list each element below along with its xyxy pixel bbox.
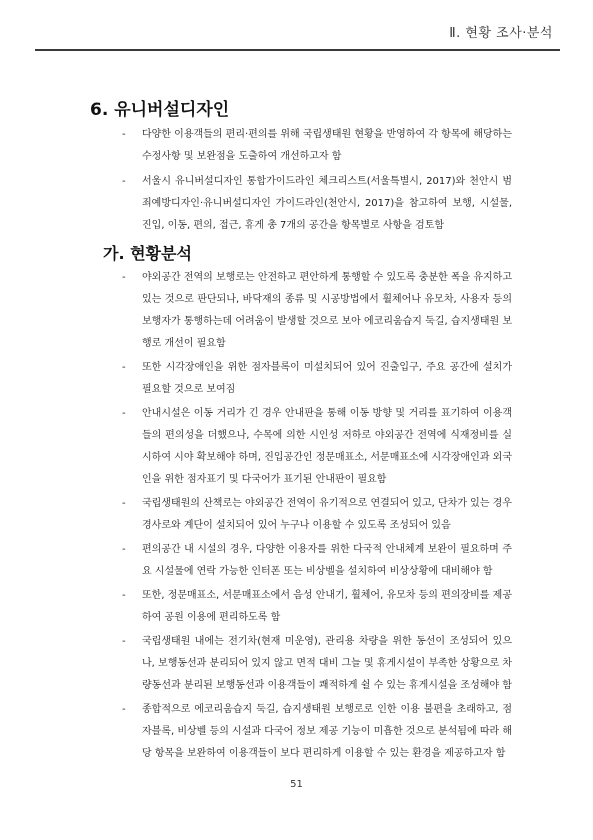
list-item [122,539,512,583]
running-header: Ⅱ. 현황 조사·분석 [449,26,553,41]
bullet-dash: - [122,129,126,140]
list-item [122,357,512,401]
bullet-dash: - [122,544,126,555]
analysis-list [122,267,512,765]
list-item-text: 야외공간 전역의 보행로는 안전하고 편안하게 통행할 수 있도록 충분한 폭을 유지하고 있는 것으로 판단되나, 바닥재의 종류 및 시공방법에서 휠체어나 유모차, 사용자 등의 보행자가 통행하는데 어려움이 발생할 것으로 보아 에코리움습지 둑길, 습지생태원 보행로 개선이 필요함 [142,272,512,349]
bullet-dash: - [122,362,126,373]
section-title: 6. 유니버설디자인 [90,100,230,120]
bullet-dash: - [122,636,126,647]
list-item-text: 서울시 유니버설디자인 통합가이드라인 체크리스트(서울특별시, 2017)와 천안시 범죄예방디자인·유니버설디자인 가이드라인(천안시, 2017)을 참고하여 보행, 시설물, 진입, 이동, 편의, 접근, 휴게 총 7개의 공간을 항목별로 사항을 검토함 [142,176,512,231]
intro-list [122,124,512,237]
list-item [122,493,512,537]
bullet-dash: - [122,498,126,509]
bullet-dash: - [122,590,126,601]
bullet-dash: - [122,176,126,187]
list-item-text: 국립생태원 내에는 전기차(현재 미운영), 관리용 차량을 위한 동선이 조성되어 있으나, 보행동선과 분리되어 있지 않고 면적 대비 그늘 및 휴게시설이 부족한 상황으로 차량동선과 분리된 보행동선과 이용객들이 쾌적하게 쉴 수 있는 휴게시설을 조성해야 함 [142,636,512,691]
header-rule [35,49,560,51]
bullet-dash: - [122,704,126,715]
list-item-text: 종합적으로 에코리움습지 둑길, 습지생태원 보행로로 인한 이용 불편을 초래하고, 점자블록, 비상벨 등의 시설과 다국어 정보 제공 기능이 미흡한 것으로 분석됨에 따라 해당 항목을 보완하여 이용객들이 보다 편리하게 이용할 수 있는 환경을 제공하고자 함 [142,704,512,759]
list-item-text: 국립생태원의 산책로는 야외공간 전역이 유기적으로 연결되어 있고, 단차가 있는 경우 경사로와 계단이 설치되어 있어 누구나 이용할 수 있도록 조성되어 있음 [142,498,512,531]
list-item-text: 또한 시각장애인을 위한 점자블록이 미설치되어 있어 진출입구, 주요 공간에 설치가 필요할 것으로 보여짐 [142,362,512,395]
list-item-text: 편의공간 내 시설의 경우, 다양한 이용자를 위한 다국적 안내체계 보완이 필요하며 주요 시설물에 연락 가능한 인터폰 또는 비상벨을 설치하여 비상상황에 대비해야 함 [142,544,512,577]
list-item [122,124,512,168]
list-item [122,631,512,697]
subsection-title: 가. 현황분석 [103,244,192,263]
bullet-dash: - [122,272,126,283]
list-item [122,585,512,629]
list-item [122,403,512,491]
list-item [122,171,512,237]
list-item-text: 다양한 이용객들의 편리·편의를 위해 국립생태원 현황을 반영하여 각 항목에 해당하는 수정사항 및 보완점을 도출하여 개선하고자 함 [142,129,512,162]
list-item-text: 안내시설은 이동 거리가 긴 경우 안내판을 통해 이동 방향 및 거리를 표기하여 이용객들의 편의성을 더했으나, 수목에 의한 시인성 저하로 야외공간 전역에 식재정비를 실시하여 시야 확보해야 하며, 진입공간인 정문매표소, 서문매표소에 시각장애인과 외국인을 위한 점자표기 및 다국어가 표기된 안내판이 필요함 [142,408,512,485]
page-number: 51 [290,779,303,790]
list-item [122,267,512,355]
list-item-text: 또한, 정문매표소, 서문매표소에서 음성 안내기, 휠체어, 유모차 등의 편의장비를 제공하여 공원 이용에 편리하도록 함 [142,590,512,623]
bullet-dash: - [122,408,126,419]
list-item [122,699,512,765]
